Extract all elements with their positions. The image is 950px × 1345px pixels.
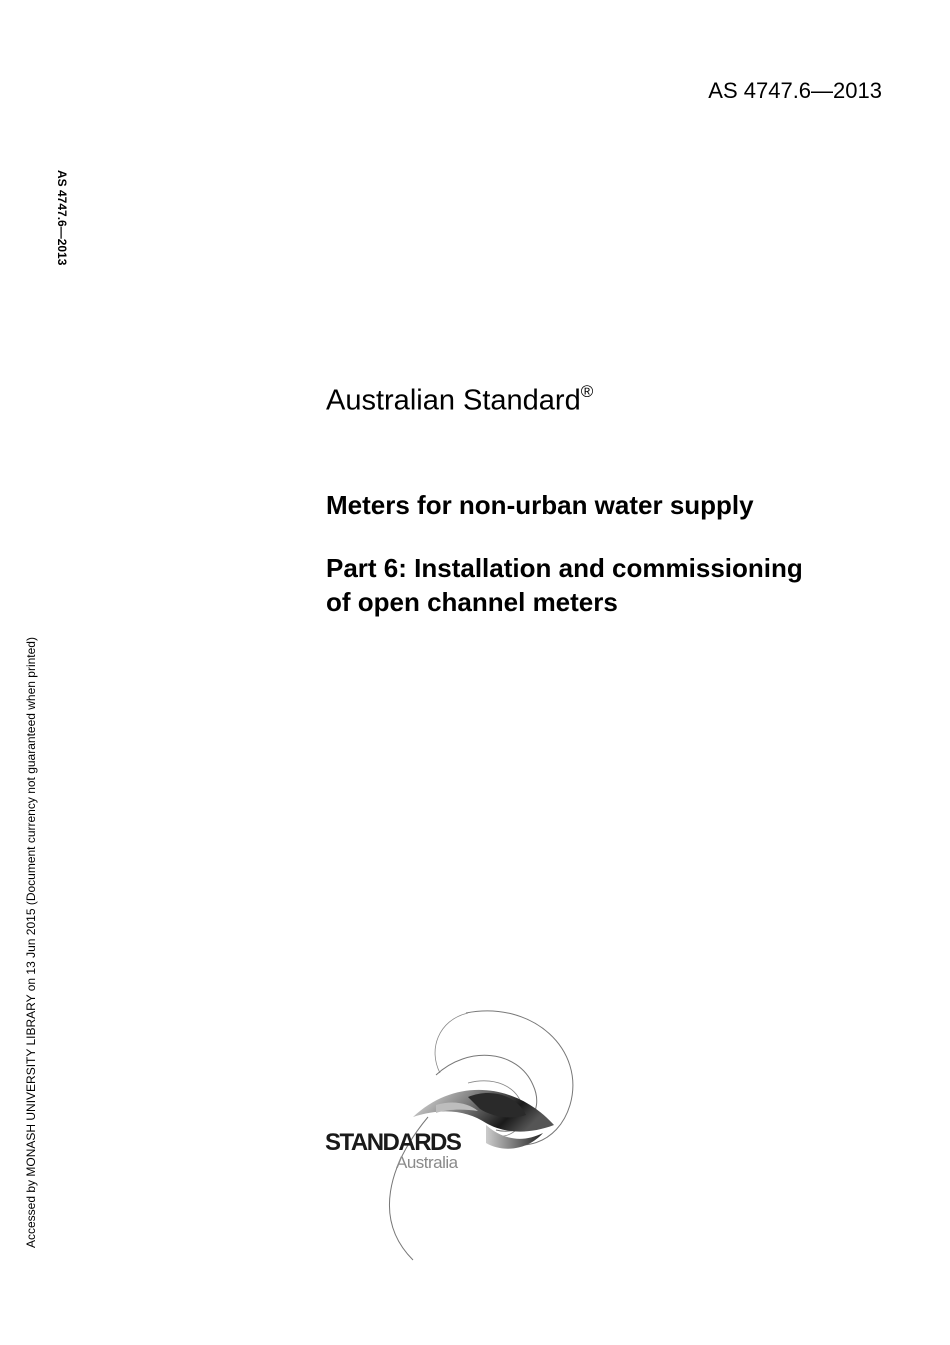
logo-wordmark: STANDARDS xyxy=(325,1129,461,1156)
part-title-line-1: Part 6: Installation and commissioning xyxy=(326,553,803,583)
series-title-text: Australian Standard xyxy=(326,384,581,417)
part-title xyxy=(326,551,906,619)
document-number: AS 4747.6—2013 xyxy=(708,78,882,103)
access-note: Accessed by MONASH UNIVERSITY LIBRARY on 13 Jun 2015 (Document currency not guaranteed when printed) xyxy=(24,637,38,1248)
spine-label: AS 4747.6—2013 xyxy=(55,170,69,266)
registered-mark: ® xyxy=(580,382,594,401)
logo-subtext: Australia xyxy=(396,1153,458,1172)
part-title-line-2: of open channel meters xyxy=(326,587,618,617)
series-title xyxy=(326,384,593,418)
main-title: Meters for non-urban water supply xyxy=(326,490,754,520)
standards-australia-logo xyxy=(318,1005,588,1270)
